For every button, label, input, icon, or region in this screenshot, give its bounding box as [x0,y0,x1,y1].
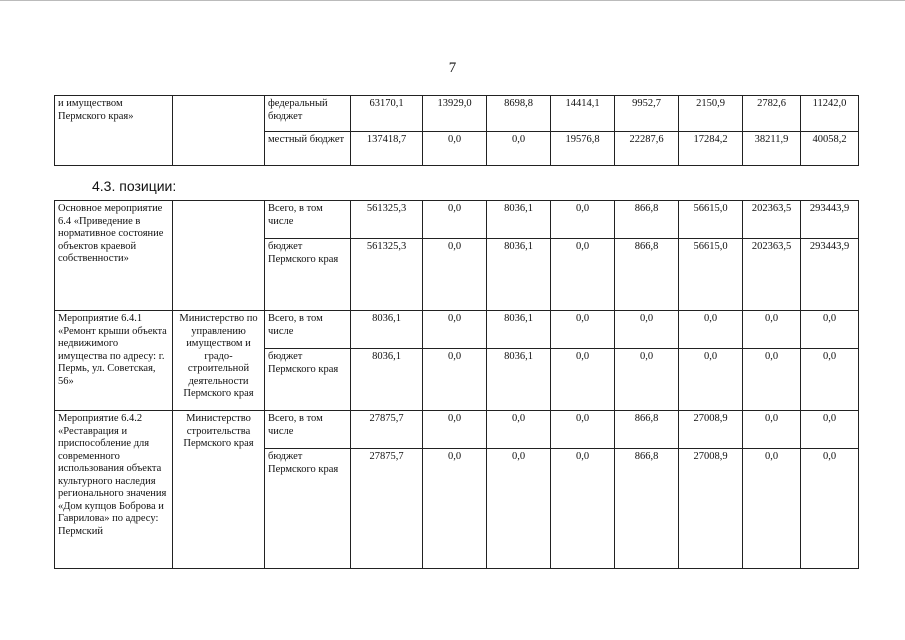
amount-cell: 38211,9 [743,132,801,166]
amount-cell: 8036,1 [487,349,551,411]
funding-source-cell: Всего, в том числе [265,411,351,449]
amount-cell: 0,0 [551,201,615,239]
amount-cell: 0,0 [743,311,801,349]
amount-cell: 0,0 [423,311,487,349]
amount-cell: 561325,3 [351,239,423,311]
amount-cell: 0,0 [743,449,801,569]
amount-cell: 11242,0 [801,96,859,132]
activity-name-cell: Мероприятие 6.4.1 «Ремонт крыши объекта недвижимого имущества по адресу: г. Пермь, ул. Советская, 56» [55,311,173,411]
amount-cell: 27008,9 [679,449,743,569]
budget-table-positions [54,200,859,569]
amount-cell: 8698,8 [487,96,551,132]
amount-cell: 0,0 [423,449,487,569]
amount-cell: 293443,9 [801,201,859,239]
amount-cell: 40058,2 [801,132,859,166]
amount-cell: 27875,7 [351,411,423,449]
amount-cell: 866,8 [615,449,679,569]
page-number: 7 [448,60,457,76]
responsible-org-cell: Министерство строительства Пермского края [173,411,265,569]
amount-cell: 137418,7 [351,132,423,166]
table-row [55,311,859,349]
amount-cell: 293443,9 [801,239,859,311]
amount-cell: 8036,1 [351,349,423,411]
amount-cell: 0,0 [487,411,551,449]
amount-cell: 0,0 [743,411,801,449]
amount-cell: 0,0 [743,349,801,411]
activity-name-cell: Основное мероприятие 6.4 «Приведение в нормативное состояние объектов краевой собственности» [55,201,173,311]
amount-cell: 0,0 [423,239,487,311]
table-row [55,201,859,239]
amount-cell: 202363,5 [743,239,801,311]
amount-cell: 0,0 [615,311,679,349]
funding-source-cell: местный бюджет [265,132,351,166]
amount-cell: 866,8 [615,411,679,449]
responsible-org-cell: Министерство по управлению имуществом и градо-строительной деятельности Пермского края [173,311,265,411]
amount-cell: 27008,9 [679,411,743,449]
amount-cell: 13929,0 [423,96,487,132]
amount-cell: 202363,5 [743,201,801,239]
amount-cell: 0,0 [487,132,551,166]
amount-cell: 56615,0 [679,201,743,239]
amount-cell: 0,0 [423,132,487,166]
amount-cell: 27875,7 [351,449,423,569]
amount-cell: 14414,1 [551,96,615,132]
responsible-org-cell [173,96,265,166]
amount-cell: 0,0 [615,349,679,411]
amount-cell: 0,0 [551,239,615,311]
amount-cell: 0,0 [423,349,487,411]
scan-top-edge [0,0,905,1]
funding-source-cell: бюджет Пермского края [265,349,351,411]
amount-cell: 561325,3 [351,201,423,239]
amount-cell: 0,0 [679,349,743,411]
activity-name-cell: и имуществом Пермского края» [55,96,173,166]
table-row [55,411,859,449]
funding-source-cell: Всего, в том числе [265,201,351,239]
amount-cell: 0,0 [551,411,615,449]
amount-cell: 63170,1 [351,96,423,132]
activity-name-cell: Мероприятие 6.4.2 «Реставрация и приспособление для современного использования объекта культурного наследия регионального значения «Дом купцов Боброва и Гаврилова» по адресу: Пермский [55,411,173,569]
amount-cell: 22287,6 [615,132,679,166]
budget-table-continued [54,95,859,166]
amount-cell: 8036,1 [487,239,551,311]
section-heading: 4.3. позиции: [92,178,177,194]
amount-cell: 17284,2 [679,132,743,166]
amount-cell: 0,0 [801,411,859,449]
amount-cell: 56615,0 [679,239,743,311]
funding-source-cell: бюджет Пермского края [265,239,351,311]
amount-cell: 8036,1 [351,311,423,349]
amount-cell: 0,0 [551,349,615,411]
amount-cell: 8036,1 [487,311,551,349]
amount-cell: 866,8 [615,201,679,239]
table-row [55,96,859,132]
amount-cell: 0,0 [801,311,859,349]
amount-cell: 0,0 [801,349,859,411]
amount-cell: 2150,9 [679,96,743,132]
amount-cell: 2782,6 [743,96,801,132]
amount-cell: 0,0 [487,449,551,569]
amount-cell: 0,0 [551,311,615,349]
amount-cell: 9952,7 [615,96,679,132]
amount-cell: 866,8 [615,239,679,311]
amount-cell: 0,0 [423,201,487,239]
amount-cell: 0,0 [423,411,487,449]
funding-source-cell: Всего, в том числе [265,311,351,349]
amount-cell: 0,0 [801,449,859,569]
amount-cell: 19576,8 [551,132,615,166]
funding-source-cell: федеральный бюджет [265,96,351,132]
amount-cell: 8036,1 [487,201,551,239]
responsible-org-cell [173,201,265,311]
amount-cell: 0,0 [551,449,615,569]
funding-source-cell: бюджет Пермского края [265,449,351,569]
amount-cell: 0,0 [679,311,743,349]
